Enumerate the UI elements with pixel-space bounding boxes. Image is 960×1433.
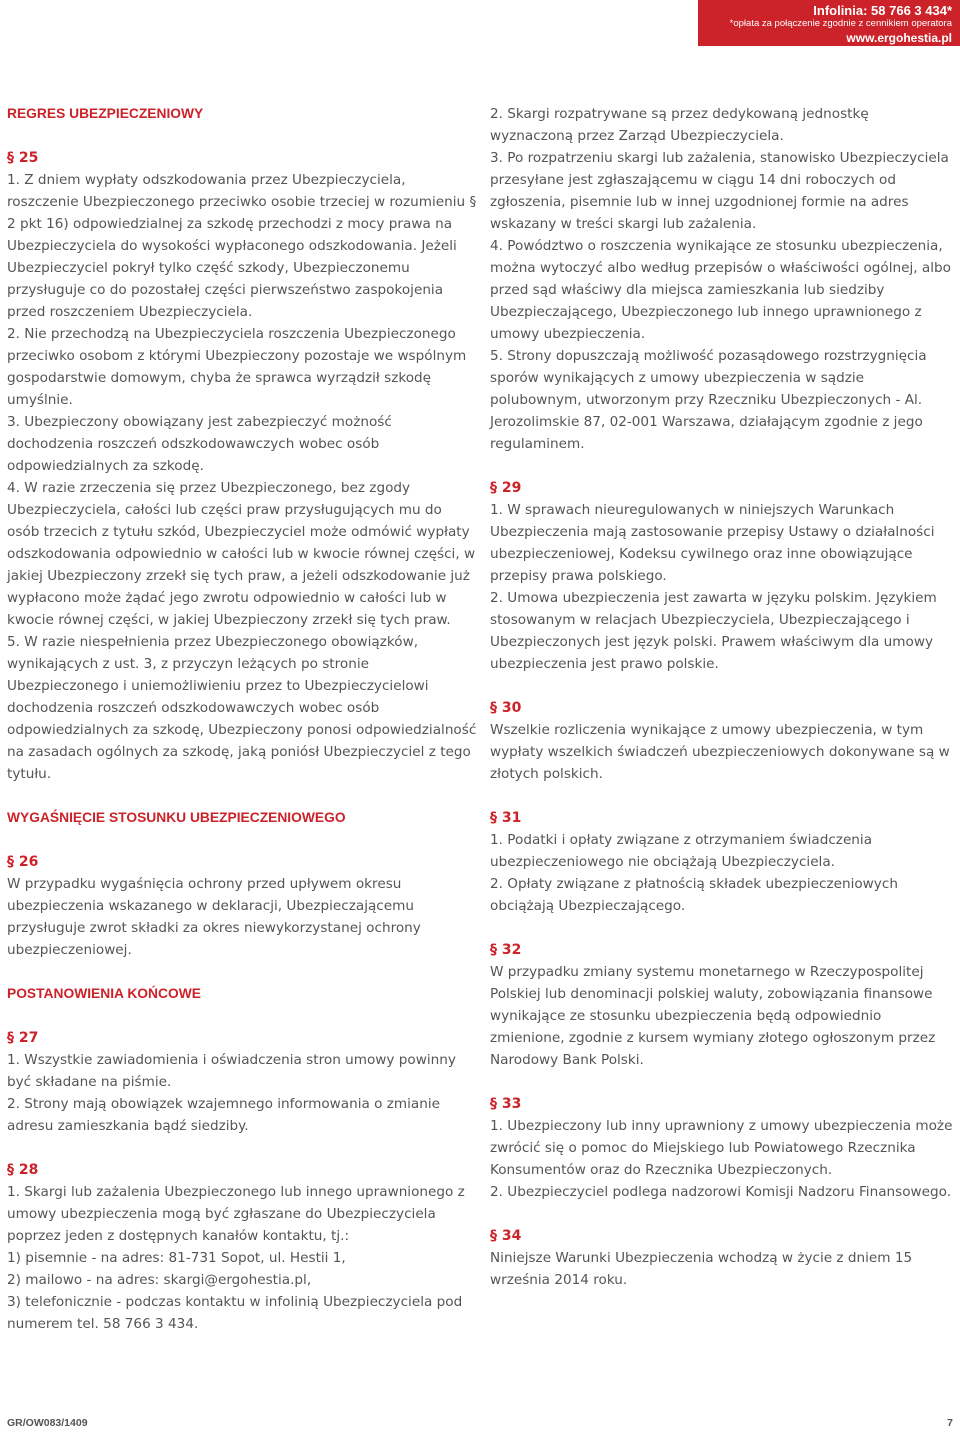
paragraph-text: 1. Z dniem wypłaty odszkodowania przez Ubezpieczyciela, roszczenie Ubezpieczonego przeciwko osobie trzeciej w rozumieniu § 2 pkt 16) odpowiedzialnej za szkodę przechodzi z mocy prawa na Ubezpieczyciela do wysokości wypłaconego odszkodowania. Jeżeli Ubezpieczyciel pokrył tylko część szkody, Ubezpieczonemu przysługuje co do pozostałej części pierwszeństwo zaspokojenia przed roszczeniem Ubezpieczyciela. [7, 172, 477, 320]
paragraph-text: 4. Powództwo o roszczenia wynikające ze stosunku ubezpieczenia, można wytoczyć albo według przepisów o właściwości ogólnej, albo przed sąd właściwy dla miejsca zamieszkania lub siedziby Ubezpieczającego, Ubezpieczonego lub innego uprawnionego z umowy ubezpieczenia. [490, 238, 951, 342]
paragraph-text: 2. Umowa ubezpieczenia jest zawarta w języku polskim. Językiem stosowanym w relacjach Ubezpieczyciela, Ubezpieczającego i Ubezpieczonych jest język polski. Prawem właściwym dla umowy ubezpieczenia jest prawo polskie. [490, 590, 937, 672]
section-heading-regres: REGRES UBEZPIECZENIOWY [7, 106, 204, 121]
paragraph-text: 3. Po rozpatrzeniu skargi lub zażalenia, stanowisko Ubezpieczyciela przesyłane jest zgłaszającemu w ciągu 14 dni roboczych od zgłoszenia, pisemnie lub w innej uzgodnionej formie na adres wskazany w treści skargi lub zażalenia. [490, 150, 949, 232]
section-regres [7, 103, 477, 785]
website-link[interactable]: www.ergohestia.pl [846, 31, 952, 45]
paragraph-text: Wszelkie rozliczenia wynikające z umowy ubezpieczenia, w tym wypłaty wszelkich świadczeń ubezpieczeniowych dokonywane są w złotych polskich. [490, 722, 950, 782]
paragraph-label-33: § 33 [490, 1096, 522, 1112]
paragraph-text: Niniejsze Warunki Ubezpieczenia wchodzą w życie z dniem 15 września 2014 roku. [490, 1250, 913, 1288]
paragraph-text: 1) pisemnie - na adres: 81-731 Sopot, ul. Hestii 1, [7, 1250, 346, 1266]
paragraph-label-32: § 32 [490, 942, 522, 958]
paragraph-text: 1. Wszystkie zawiadomienia i oświadczenia stron umowy powinny być składane na piśmie. [7, 1052, 456, 1090]
section-heading-wygasniecie: WYGAŚNIĘCIE STOSUNKU UBEZPIECZENIOWEGO [7, 810, 346, 825]
paragraph-text: 1. W sprawach nieuregulowanych w niniejszych Warunkach Ubezpieczenia mają zastosowanie przepisy Ustawy o działalności ubezpieczeniowej, Kodeksu cywilnego oraz inne obowiązujące przepisy prawa polskiego. [490, 502, 935, 584]
header-banner [698, 0, 960, 46]
paragraph-text: 1. Ubezpieczony lub inny uprawniony z umowy ubezpieczenia może zwrócić się o pomoc do Miejskiego lub Powiatowego Rzecznika Konsumentów oraz do Rzecznika Ubezpieczonych. [490, 1118, 953, 1178]
paragraph-label-30: § 30 [490, 700, 522, 716]
paragraph-label-34: § 34 [490, 1228, 522, 1244]
page-number: 7 [947, 1417, 953, 1429]
paragraph-text: 2. Skargi rozpatrywane są przez dedykowaną jednostkę wyznaczoną przez Zarząd Ubezpieczyciela. [490, 106, 869, 144]
paragraph-text: 2) mailowo - na adres: skargi@ergohestia.pl, [7, 1272, 312, 1288]
paragraph-text: 3. Ubezpieczony obowiązany jest zabezpieczyć możność dochodzenia roszczeń odszkodowawczych wobec osób odpowiedzialnych za szkodę. [7, 414, 392, 474]
paragraph-label-26: § 26 [7, 854, 39, 870]
paragraph-text: 4. W razie zrzeczenia się przez Ubezpieczonego, bez zgody Ubezpieczyciela, całości lub części praw przysługujących mu do osób trzecich z tytułu szkód, Ubezpieczyciel może odmówić wypłaty odszkodowania odpowiednio w całości lub w kwocie równej części, w jakiej Ubezpieczony zrzekł się tych praw, a jeżeli odszkodowanie już wypłacono może żądać jego zwrotu odpowiednio w całości lub w kwocie równej części, w jakiej Ubezpieczony zrzekł się tych praw. [7, 480, 476, 628]
paragraph-33 [490, 1093, 956, 1203]
section-wygasniecie [7, 807, 477, 961]
paragraph-text: W przypadku zmiany systemu monetarnego w Rzeczypospolitej Polskiej lub denominacji polskiej waluty, zobowiązania finansowe wynikające ze stosunku ubezpieczenia będą odpowiednio zmienione, zgodnie z kursem wymiany złotego ogłoszonym przez Narodowy Bank Polski. [490, 964, 936, 1068]
paragraph-29 [490, 477, 956, 675]
document-code: GR/OW083/1409 [7, 1417, 88, 1429]
paragraph-32 [490, 939, 956, 1071]
paragraph-text: 1. Podatki i opłaty związane z otrzymaniem świadczenia ubezpieczeniowego nie obciążają Ubezpieczyciela. [490, 832, 873, 870]
paragraph-text: 2. Strony mają obowiązek wzajemnego informowania o zmianie adresu zamieszkania bądź siedziby. [7, 1096, 441, 1134]
paragraph-30 [490, 697, 956, 785]
section-heading-postanowienia: POSTANOWIENIA KOŃCOWE [7, 986, 201, 1001]
hotline-note: *opłata za połączenie zgodnie z cennikiem operatora [729, 18, 952, 29]
paragraph-31 [490, 807, 956, 917]
paragraph-34 [490, 1225, 956, 1291]
right-column [490, 103, 956, 1313]
paragraph-label-27: § 27 [7, 1030, 39, 1046]
paragraph-text: 2. Nie przechodzą na Ubezpieczyciela roszczenia Ubezpieczonego przeciwko osobom z którymi Ubezpieczony pozostaje we wspólnym gospodarstwie domowym, chyba że sprawca wyrządził szkodę umyślnie. [7, 326, 467, 408]
paragraph-text: W przypadku wygaśnięcia ochrony przed upływem okresu ubezpieczenia wskazanego w deklaracji, Ubezpieczającemu przysługuje zwrot składki za okres niewykorzystanej ochrony ubezpieczeniowej. [7, 876, 421, 958]
paragraph-label-25: § 25 [7, 150, 39, 166]
paragraph-27 [7, 1027, 477, 1137]
paragraph-label-28: § 28 [7, 1162, 39, 1178]
paragraph-label-31: § 31 [490, 810, 522, 826]
hotline-number: Infolinia: 58 766 3 434* [813, 3, 952, 18]
paragraph-text: 5. Strony dopuszczają możliwość pozasądowego rozstrzygnięcia sporów wynikających z umowy ubezpieczenia w sądzie polubownym, utworzonym przy Rzeczniku Ubezpieczonych - Al. Jerozolimskie 87, 02-001 Warszawa, działającym zgodnie z jego regulaminem. [490, 348, 927, 452]
paragraph-text: 2. Opłaty związane z płatnością składek ubezpieczeniowych obciążają Ubezpieczającego. [490, 876, 898, 914]
paragraph-text: 5. W razie niespełnienia przez Ubezpieczonego obowiązków, wynikających z ust. 3, z przyczyn leżących po stronie Ubezpieczonego i uniemożliwieniu przez to Ubezpieczycielowi dochodzenia roszczeń odszkodowawczych wobec osób odpowiedzialnych za szkodę, Ubezpieczony ponosi odpowiedzialność na zasadach ogólnych za szkodę, jaką poniósł Ubezpieczyciel z tego tytułu. [7, 634, 477, 782]
paragraph-text: 3) telefonicznie - podczas kontaktu w infolinią Ubezpieczyciela pod numerem tel. 58 766 3 434. [7, 1294, 463, 1332]
paragraph-text: 2. Ubezpieczyciel podlega nadzorowi Komisji Nadzoru Finansowego. [490, 1184, 952, 1200]
paragraph-label-29: § 29 [490, 480, 522, 496]
paragraph-28-continued [490, 103, 956, 455]
paragraph-28 [7, 1159, 477, 1335]
paragraph-text: 1. Skargi lub zażalenia Ubezpieczonego lub innego uprawnionego z umowy ubezpieczenia mogą być zgłaszane do Ubezpieczyciela poprzez jeden z dostępnych kanałów kontaktu, tj.: [7, 1184, 465, 1244]
left-column [7, 103, 477, 1357]
section-postanowienia [7, 983, 477, 1335]
